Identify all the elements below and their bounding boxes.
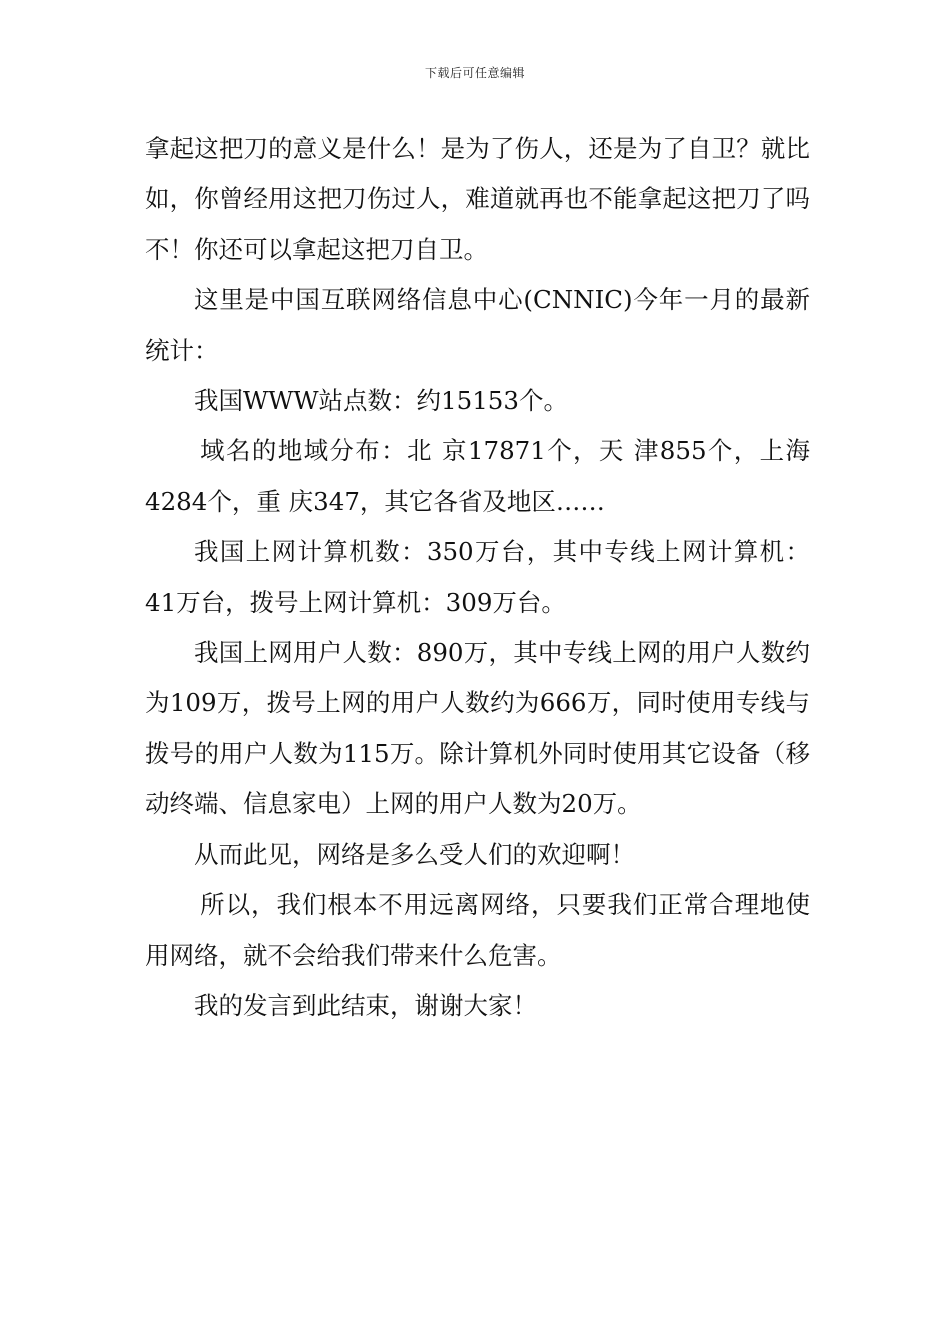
paragraph-cnnic-intro: 这里是中国互联网络信息中心(CNNIC)今年一月的最新统计： [145, 285, 810, 365]
paragraph-closing: 我的发言到此结束，谢谢大家！ [194, 990, 537, 1020]
document-body [145, 124, 810, 1031]
paragraph-popularity: 从而此见，网络是多么受人们的欢迎啊！ [194, 839, 635, 869]
paragraph-conclusion: 所以，我们根本不用远离网络，只要我们正常合理地使用网络，就不会给我们带来什么危害。 [145, 890, 810, 970]
paragraph-www-sites: 我国WWW站点数：约15153个。 [194, 386, 568, 416]
paragraph-domain-distribution: 域名的地域分布：北 京17871个，天 津855个，上海4284个，重 庆347，其它各省及地区…… [145, 436, 810, 516]
paragraph-knife: 拿起这把刀的意义是什么！是为了伤人，还是为了自卫？就比如，你曾经用这把刀伤过人，难道就再也不能拿起这把刀了吗不！你还可以拿起这把刀自卫。 [145, 134, 810, 264]
paragraph-users: 我国上网用户人数：890万，其中专线上网的用户人数约为109万，拨号上网的用户人数约为666万，同时使用专线与拨号的用户人数为115万。除计算机外同时使用其它设备（移动终端、信息家电）上网的用户人数为20万。 [145, 638, 810, 819]
page-header-watermark: 下载后可任意编辑 [424, 66, 525, 80]
paragraph-computers: 我国上网计算机数：350万台，其中专线上网计算机：41万台，拨号上网计算机：309万台。 [145, 537, 810, 617]
